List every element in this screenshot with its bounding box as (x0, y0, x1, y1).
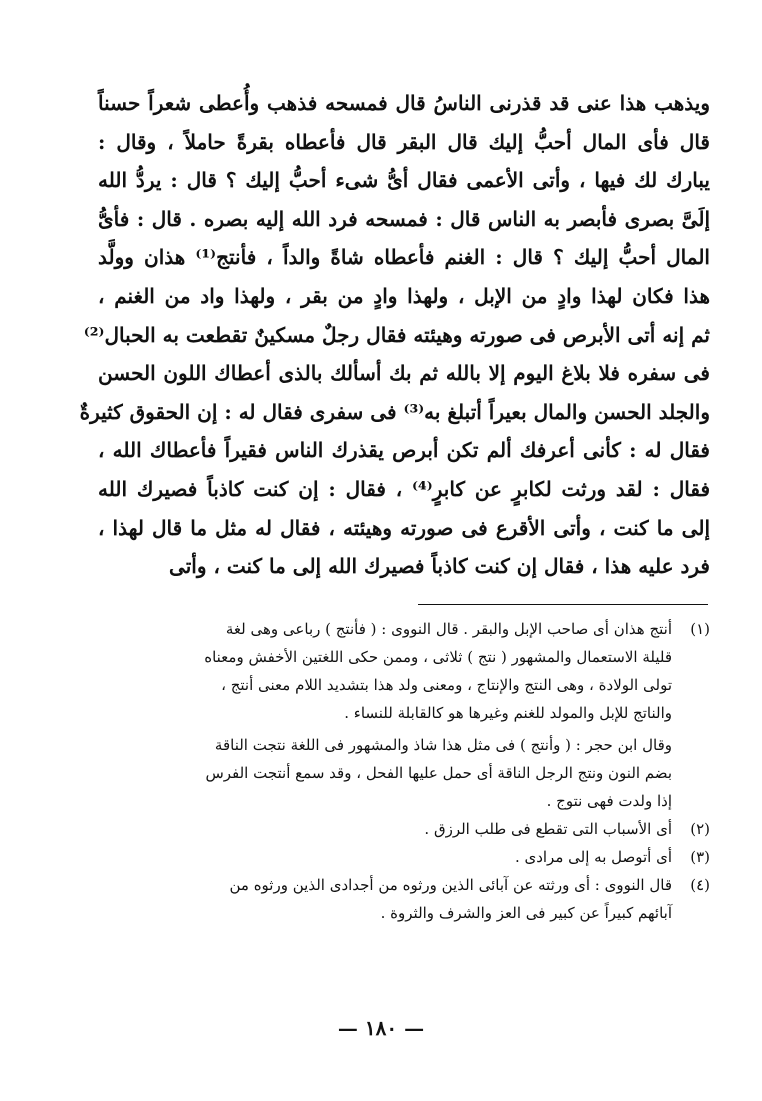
footnote-line: آبائهم كبيراً عن كبير فى العز والشرف والثروة . (380, 904, 672, 922)
main-text-line: إلَىَّ بصرى فأبصر به الناس قال : فمسحه فرد الله إليه بصره . قال : فأىُّ (98, 206, 710, 231)
main-text-line: إلى ما كنت ، وأتى الأقرع فى صورته وهيئته ، فقال له مثل ما قال لهذا ، (98, 515, 710, 540)
footnote-line: والناتج للإبل والمولد للغنم وغيرها هو كالقابلة للنساء . (344, 704, 672, 722)
footnote-3 (98, 843, 710, 871)
footnote-number: (٢) (690, 820, 710, 838)
footnote-line: أى الأسباب التى تقطع فى طلب الرزق . (424, 820, 672, 838)
footnote-line: أى أتوصل به إلى مرادى . (514, 848, 672, 866)
main-text-line: فى سفره فلا بلاغ اليوم إلا بالله ثم بك أسألك بالذى أعطاك اللون الحسن (98, 361, 710, 386)
main-text-line: ويذهب هذا عنى قد قذرنى الناسُ قال فمسحه فذهب وأُعطى شعراً حسناً (98, 91, 710, 115)
main-text-line: المال أحبُّ إليك ؟ قال : الغنم فأعطاه شاةً والداً ، فأنتج⁽¹⁾ هذان وولَّد (98, 245, 710, 270)
main-text-line: فقال له : كأنى أعرفك ألم تكن أبرص يقذرك الناس فقيراً فأعطاك الله ، (98, 438, 710, 463)
main-text (79, 84, 711, 586)
main-text-line: ثم إنه أتى الأبرص فى صورته وهيئته فقال رجلٌ مسكينٌ تقطعت به الحبال⁽²⁾ (83, 322, 710, 347)
footnote-line: إذا ولدت فهى نتوج . (546, 792, 672, 810)
footnote-4 (98, 871, 710, 927)
footnote-line: أنتج هذان أى صاحب الإبل والبقر . قال النووى : ( فأنتج ) رباعى وهى لغة (225, 620, 672, 638)
footnote-number: (٤) (690, 876, 710, 894)
footnote-1 (98, 615, 710, 815)
main-text-line: فرد عليه هذا ، فقال إن كنت كاذباً فصيرك الله إلى ما كنت ، وأتى (169, 554, 710, 579)
footnote-line: قال النووى : أى ورثته عن آبائى الذين ورثوه من أجدادى الذين ورثوه من (229, 876, 672, 894)
footnote-line: قليلة الاستعمال والمشهور ( نتج ) ثلاثى ، وممن حكى اللغتين الأخفش ومعناه (204, 648, 672, 666)
main-text-line: قال فأى المال أحبُّ إليك قال البقر قال فأعطاه بقرةً حاملاً ، وقال : (98, 129, 710, 154)
page-number: — ١٨٠ — (337, 1016, 425, 1040)
main-text-line: فقال : لقد ورثت لكابرٍ عن كابرٍ⁽⁴⁾ ، فقال : إن كنت كاذباً فصيرك الله (98, 476, 711, 501)
footnote-line: تولى الولادة ، وهى النتج والإنتاج ، ومعنى ولد هذا بتشديد اللام معنى أنتج ، (221, 676, 672, 694)
footnote-line: بضم النون ونتج الرجل الناقة أى حمل عليها الفحل ، وقد سمع أنتجت الفرس (205, 764, 672, 782)
footnotes (98, 615, 710, 927)
footnote-divider (418, 604, 708, 605)
footnote-number: (١) (690, 620, 710, 638)
main-text-line: يبارك لك فيها ، وأتى الأعمى فقال أىُّ شىء أحبُّ إليك ؟ قال : يردُّ الله (98, 168, 710, 193)
footnote-number: (٣) (690, 848, 710, 866)
main-text-line: والجلد الحسن والمال بعيراً أتبلغ به⁽³⁾ فى سفرى فقال له : إن الحقوق كثيرةٌ (79, 399, 710, 424)
footnote-line: وقال ابن حجر : ( وأنتج ) فى مثل هذا شاذ والمشهور فى اللغة نتجت الناقة (214, 736, 672, 754)
main-text-line: هذا فكان لهذا وادٍ من الإبل ، ولهذا وادٍ من بقر ، ولهذا واد من الغنم ، (98, 283, 710, 308)
footnote-2 (98, 815, 710, 843)
